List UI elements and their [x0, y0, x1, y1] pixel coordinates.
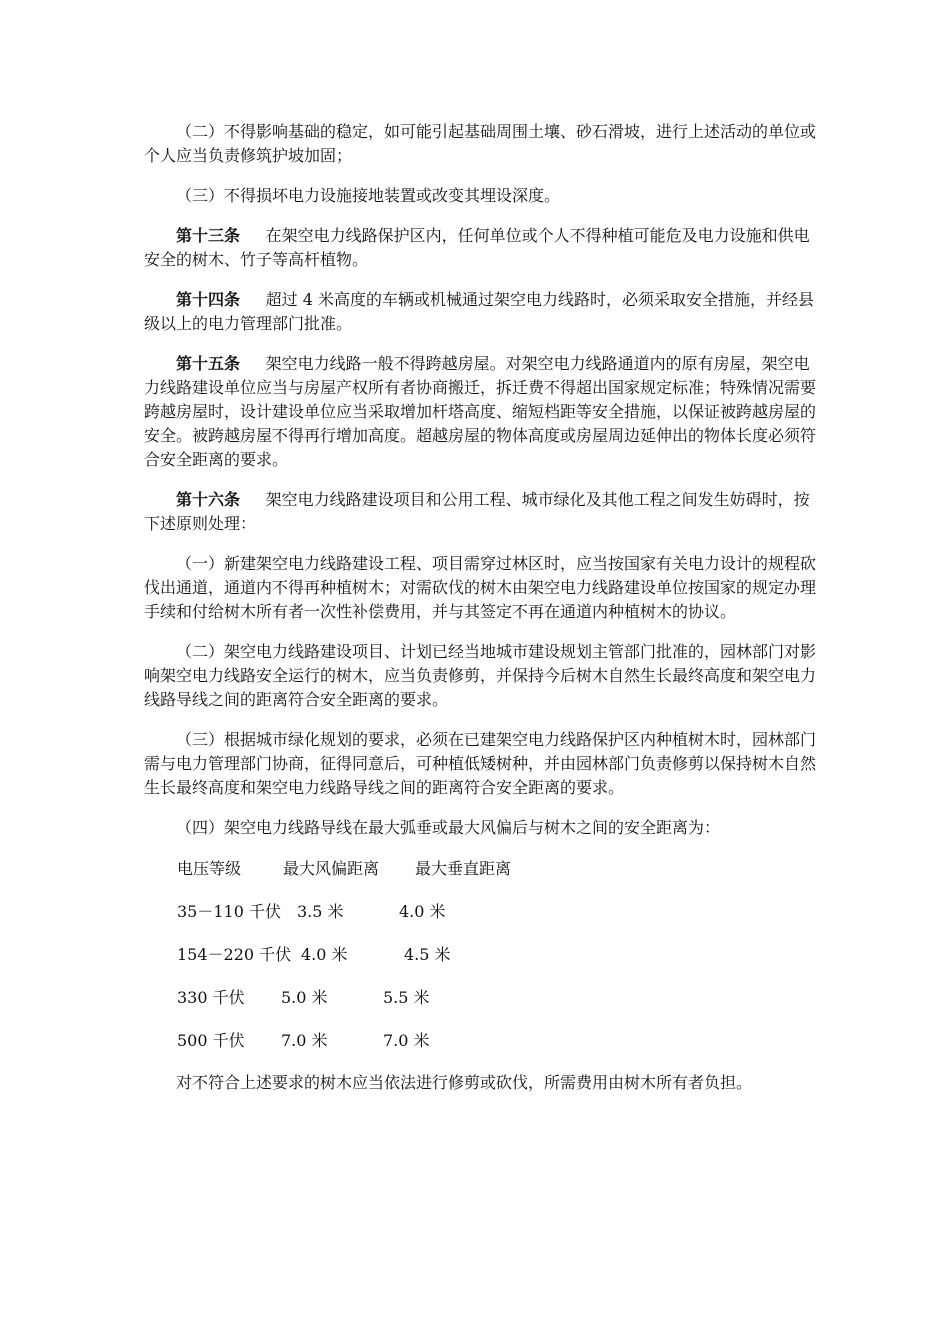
article-heading: 第十五条 [176, 354, 241, 373]
table-cell: 154－220 千伏 [177, 945, 292, 964]
paragraph-text: （二）架空电力线路建设项目、计划已经当地城市建设规划主管部门批准的，园林部门对影响架空电力线路安全运行的树木，应当负责修剪，并保持今后树木自然生长最终高度和架空电力线路导线之间的距离符合安全距离的要求。 [144, 642, 817, 709]
table-header-cell: 最大风偏距离 [283, 859, 380, 878]
table-cell: 35－110 千伏 [177, 902, 281, 921]
table-cell: 5.0 米 [281, 988, 328, 1007]
paragraph-text: 对不符合上述要求的树木应当依法进行修剪或砍伐，所需费用由树木所有者负担。 [176, 1073, 753, 1092]
table-row [177, 899, 816, 923]
table-header-cell: 电压等级 [177, 859, 242, 878]
safety-distance-table [144, 856, 816, 1052]
article-16-item-3 [144, 728, 816, 800]
paragraph-text: 在架空电力线路保护区内，任何单位或个人不得种植可能危及电力设施和供电安全的树木、竹子等高杆植物。 [144, 226, 810, 269]
article-heading: 第十三条 [176, 226, 241, 245]
table-cell: 5.5 米 [383, 988, 430, 1007]
paragraph-text: （四）架空电力线路导线在最大弧垂或最大风偏后与树木之间的安全距离为： [176, 818, 721, 837]
article-13-paragraph [144, 224, 816, 272]
paragraph-text: 架空电力线路建设项目和公用工程、城市绿化及其他工程之间发生妨碍时，按下述原则处理： [144, 490, 810, 533]
clause-3-paragraph [144, 184, 816, 208]
paragraph-text: （一）新建架空电力线路建设工程、项目需穿过林区时，应当按国家有关电力设计的规程砍伐出通道，通道内不得再种植树木；对需砍伐的树木由架空电力线路建设单位按国家的规定办理手续和付给树木所有者一次性补偿费用，并与其签定不再在通道内种植树木的协议。 [144, 554, 817, 621]
clause-2-paragraph [144, 120, 816, 168]
table-cell: 4.0 米 [301, 945, 348, 964]
table-row [177, 942, 816, 966]
paragraph-text: （三）不得损坏电力设施接地装置或改变其埋设深度。 [176, 186, 561, 205]
paragraph-text: （二）不得影响基础的稳定，如可能引起基础周围土壤、砂石滑坡，进行上述活动的单位或个人应当负责修筑护坡加固； [144, 122, 817, 165]
table-cell: 4.5 米 [404, 945, 451, 964]
table-header-cell: 最大垂直距离 [415, 859, 512, 878]
paragraph-text: 超过 4 米高度的车辆或机械通过架空电力线路时，必须采取安全措施，并经县级以上的电力管理部门批准。 [144, 290, 814, 333]
table-cell: 330 千伏 [177, 988, 245, 1007]
table-cell: 7.0 米 [281, 1031, 328, 1050]
closing-paragraph [144, 1071, 816, 1095]
table-row [177, 1028, 816, 1052]
table-row [177, 985, 816, 1009]
article-heading: 第十四条 [176, 290, 241, 309]
article-15-paragraph [144, 352, 816, 472]
table-cell: 4.0 米 [399, 902, 446, 921]
article-14-paragraph [144, 288, 816, 336]
table-cell: 7.0 米 [383, 1031, 430, 1050]
table-cell: 500 千伏 [177, 1031, 245, 1050]
article-16-item-1 [144, 552, 816, 624]
article-16-item-2 [144, 640, 816, 712]
article-16-paragraph [144, 488, 816, 536]
document-body [144, 120, 816, 1111]
paragraph-text: （三）根据城市绿化规划的要求，必须在已建架空电力线路保护区内种植树木时，园林部门需与电力管理部门协商，征得同意后，可种植低矮树种，并由园林部门负责修剪以保持树木自然生长最终高度和架空电力线路导线之间的距离符合安全距离的要求。 [144, 730, 817, 797]
article-16-item-4 [144, 816, 816, 840]
table-header-row [177, 856, 816, 880]
paragraph-text: 架空电力线路一般不得跨越房屋。对架空电力线路通道内的原有房屋，架空电力线路建设单位应当与房屋产权所有者协商搬迁，拆迁费不得超出国家规定标准；特殊情况需要跨越房屋时，设计建设单位应当采取增加杆塔高度、缩短档距等安全措施，以保证被跨越房屋的安全。被跨越房屋不得再行增加高度。超越房屋的物体高度或房屋周边延伸出的物体长度必须符合安全距离的要求。 [144, 354, 817, 469]
article-heading: 第十六条 [176, 490, 241, 509]
table-cell: 3.5 米 [297, 902, 344, 921]
